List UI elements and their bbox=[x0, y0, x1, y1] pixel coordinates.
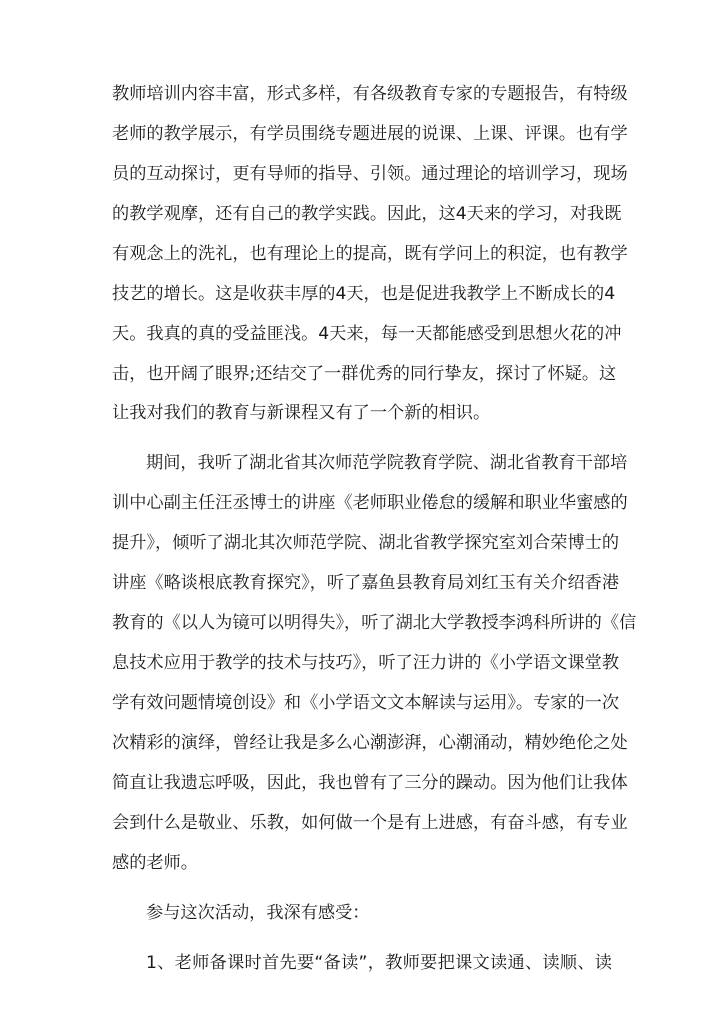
text-line-18: 简直让我遗忘呼吸，因此，我也曾有了三分的躁动。因为他们让我体 bbox=[112, 773, 628, 793]
text-line-12: 提升》，倾听了湖北其次师范学院、湖北省教学探究室刘合荣博士的 bbox=[112, 533, 620, 553]
text-line-2: 老师的教学展示，有学员围绕专题进展的说课、上课、评课。也有学 bbox=[112, 124, 628, 144]
text-line-4: 的教学观摩，还有自己的教学实践。因此，这4天来的学习，对我既 bbox=[112, 204, 622, 224]
text-line-13: 讲座《略谈根底教育探究》，听了嘉鱼县教育局刘红玉有关介绍香港 bbox=[112, 573, 620, 593]
text-line-1: 教师培训内容丰富，形式多样，有各级教育专家的专题报告，有特级 bbox=[112, 84, 628, 104]
text-line-5: 有观念上的洗礼，也有理论上的提高，既有学问上的积淀，也有教学 bbox=[112, 244, 628, 264]
text-line-15: 息技术应用于教学的技术与技巧》，听了汪力讲的《小学语文课堂教 bbox=[112, 653, 620, 673]
text-line-10: 期间，我听了湖北省其次师范学院教育学院、湖北省教育干部培 bbox=[146, 453, 628, 473]
text-line-7: 天。我真的真的受益匪浅。4天来，每一天都能感受到思想火花的冲 bbox=[112, 324, 622, 344]
text-line-20: 感的老师。 bbox=[112, 853, 198, 873]
text-line-6: 技艺的增长。这是收获丰厚的4天，也是促进我教学上不断成长的4 bbox=[112, 284, 616, 304]
text-line-11: 训中心副主任汪丞博士的讲座《老师职业倦怠的缓解和职业华蜜感的 bbox=[112, 493, 628, 513]
text-line-19: 会到什么是敬业、乐教，如何做一个是有上进感，有奋斗感，有专业 bbox=[112, 813, 628, 833]
text-line-9: 让我对我们的教育与新课程又有了一个新的相识。 bbox=[112, 403, 491, 423]
text-line-17: 次精彩的演绎，曾经让我是多么心潮澎湃，心潮涌动，精妙绝伦之处 bbox=[112, 733, 628, 753]
text-line-3: 员的互动探讨，更有导师的指导、引领。通过理论的培训学习，现场 bbox=[112, 164, 628, 184]
text-line-21: 参与这次活动，我深有感受： bbox=[146, 903, 370, 923]
text-line-22: 1、老师备课时首先要“备读”，教师要把课文读通、读顺、读 bbox=[146, 953, 612, 973]
text-line-8: 击，也开阔了眼界;还结交了一群优秀的同行挚友，探讨了怀疑。这 bbox=[112, 364, 617, 384]
text-line-16: 学有效问题情境创设》和《小学语文文本解读与运用》。专家的一次 bbox=[112, 693, 620, 713]
text-line-14: 教育的《以人为镜可以明得失》，听了湖北大学教授李鸿科所讲的《信 bbox=[112, 613, 637, 633]
